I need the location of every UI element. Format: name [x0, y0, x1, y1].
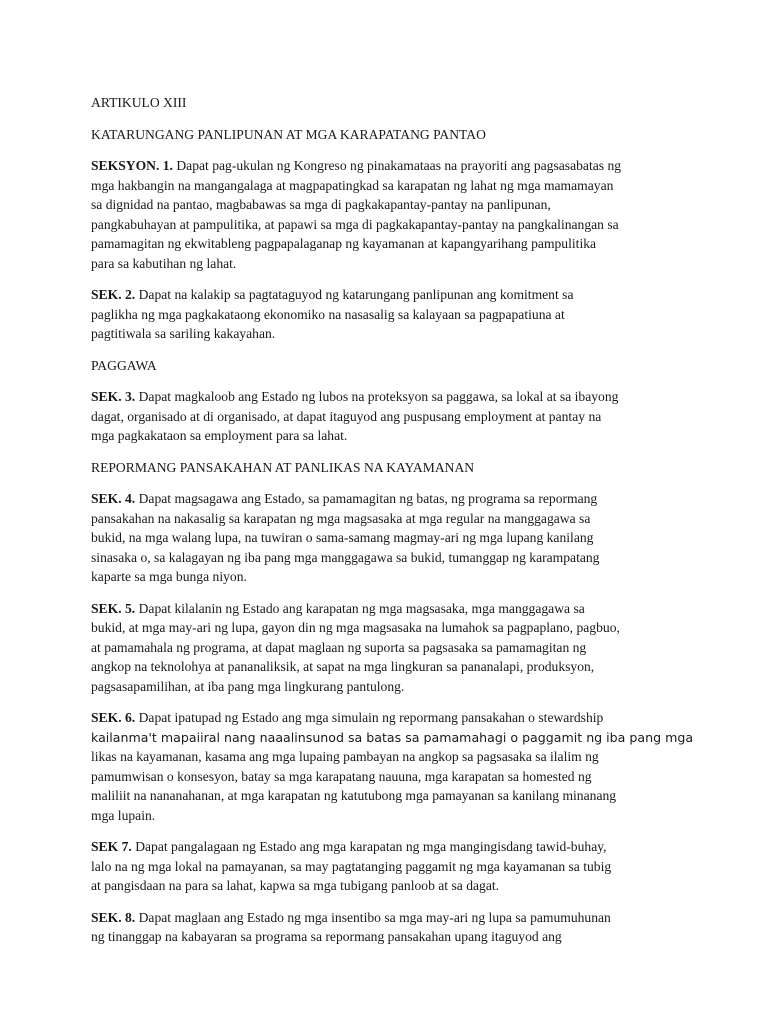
section-line: pansakahan na nakasalig sa karapatan ng mga magsasaka at mga regular na manggagawa sa — [91, 510, 591, 526]
section-7 — [91, 837, 691, 896]
section-line: pagsasapamilihan, at iba pang mga lingkurang pantulong. — [91, 678, 405, 694]
section-line: dagat, organisado at di organisado, at dapat itaguyod ang puspusang employment at pantay na — [91, 408, 602, 424]
section-text: Dapat pag-ukulan ng Kongreso ng pinakamataas na prayoriti ang pagsasabatas ng — [172, 158, 622, 173]
section-line: mga lupain. — [91, 807, 156, 823]
section-line: kailanma't mapaiiral nang naaalinsunod sa batas sa pamamahagi o paggamit ng iba pang mga — [91, 729, 694, 745]
section-line: angkop na teknolohya at pananaliksik, at sapat na mga lingkuran sa pananalapi, produksyon, — [91, 659, 595, 674]
section-text: Dapat pangalagaan ng Estado ang mga karapatan ng mga mangingisdang tawid-buhay, — [131, 839, 607, 854]
article-title: ARTIKULO XIII — [91, 95, 187, 110]
section-line: sinasaka o, sa kalagayan ng iba pang mga manggagawa sa bukid, tumanggap ng karampatang — [91, 549, 600, 565]
section-line: sa dignidad na pantao, magbabawas sa mga di pagkakapantay-pantay na panlipunan, — [91, 197, 551, 212]
section-line: at pangisdaan na para sa lahat, kapwa sa mga tubigang panloob at sa dagat. — [91, 878, 500, 893]
section-line: likas na kayamanan, kasama ang mga lupaing pambayan na angkop sa pagsasaka sa ilalim ng — [91, 749, 599, 764]
section-5 — [91, 599, 691, 697]
section-label: SEK. 5. — [91, 600, 136, 616]
section-line: kaparte sa mga bunga niyon. — [91, 569, 247, 584]
section-text: Dapat magsagawa ang Estado, sa pamamagitan ng batas, ng programa sa repormang — [135, 491, 598, 506]
section-line: lalo na ng mga lokal na pamayanan, sa may pagtatanging paggamit ng mga kayamanan sa tubig — [91, 858, 612, 874]
section-text: Dapat kilalanin ng Estado ang karapatan ng mga magsasaka, mga manggagawa sa — [135, 600, 585, 616]
section-line — [91, 489, 691, 509]
section-line — [91, 156, 691, 176]
section-line: para sa kabutihan ng lahat. — [91, 255, 237, 271]
section-line — [91, 908, 691, 928]
section-label: SEK 7. — [91, 839, 132, 854]
section-line: mga pagkakataon sa employment para sa lahat. — [91, 428, 348, 443]
section-line: bukid, na mga walang lupa, na tuwiran o sama-samang magmay-ari ng mga lupang kanilang — [91, 530, 594, 545]
section-line: bukid, at mga may-ari ng lupa, gayon din ng mga magsasaka na lumahok sa pagpaplano, pagbuo, — [91, 620, 620, 635]
section-label: SEKSYON. 1. — [91, 158, 173, 173]
section-line — [91, 285, 691, 305]
section-6 — [91, 708, 694, 825]
section-text: Dapat ipatupad ng Estado ang mga simulain ng repormang pansakahan o stewardship — [135, 710, 604, 725]
section-line: pangkabuhayan at pampulitika, at papawi sa mga di pagkakapantay-pantay na pangkalinangan sa — [91, 216, 619, 232]
section-line: at pamamahala ng programa, at dapat maglaan ng suporta sa pagsasaka sa pamamagitan ng — [91, 639, 587, 655]
heading-reporma: REPORMANG PANSAKAHAN AT PANLIKAS NA KAYAMANAN — [91, 459, 475, 475]
section-label: SEK. 3. — [91, 389, 136, 404]
section-text: Dapat magkaloob ang Estado ng lubos na proteksyon sa paggawa, sa lokal at sa ibayong — [135, 389, 619, 404]
section-4 — [91, 489, 691, 587]
section-8 — [91, 908, 691, 947]
section-line — [91, 599, 691, 619]
section-label: SEK. 4. — [91, 491, 136, 506]
section-text: Dapat na kalakip sa pagtataguyod ng katarungang panlipunan ang komitment sa — [135, 287, 574, 302]
article-subtitle: KATARUNGANG PANLIPUNAN AT MGA KARAPATANG PANTAO — [91, 126, 486, 142]
heading-paggawa: PAGGAWA — [91, 357, 157, 373]
section-line: pagtitiwala sa sariling kakayahan. — [91, 326, 276, 341]
section-line — [91, 387, 691, 407]
section-line — [91, 708, 691, 728]
section-3 — [91, 387, 691, 446]
section-line: ng tinanggap na kabayaran sa programa sa repormang pansakahan upang itaguyod ang — [91, 929, 562, 944]
section-label: SEK. 2. — [91, 287, 136, 302]
section-line: paglikha ng mga pagkakataong ekonomiko na nasasalig sa kalayaan sa pagpapatiuna at — [91, 306, 565, 322]
section-label: SEK. 8. — [91, 909, 136, 925]
section-line: pamumwisan o konsesyon, batay sa mga karapatang nauuna, mga karapatan sa homested ng — [91, 768, 592, 784]
section-line — [91, 837, 691, 857]
section-text: Dapat maglaan ang Estado ng mga insentibo sa mga may-ari ng lupa sa pamumuhunan — [135, 909, 611, 925]
section-1 — [91, 156, 691, 273]
section-line: pamamagitan ng ekwitableng pagpapalaganap ng kayamanan at kapangyarihang pampulitika — [91, 236, 597, 251]
document-page — [91, 93, 694, 959]
section-line: maliliit na nananahanan, at mga karapatan ng katutubong mga pamayanan sa kanilang minanang — [91, 788, 617, 803]
section-label: SEK. 6. — [91, 710, 136, 725]
section-2 — [91, 285, 691, 344]
section-line: mga hakbangin na mangangalaga at magpapatingkad sa karapatan ng lahat ng mga mamamayan — [91, 177, 614, 193]
